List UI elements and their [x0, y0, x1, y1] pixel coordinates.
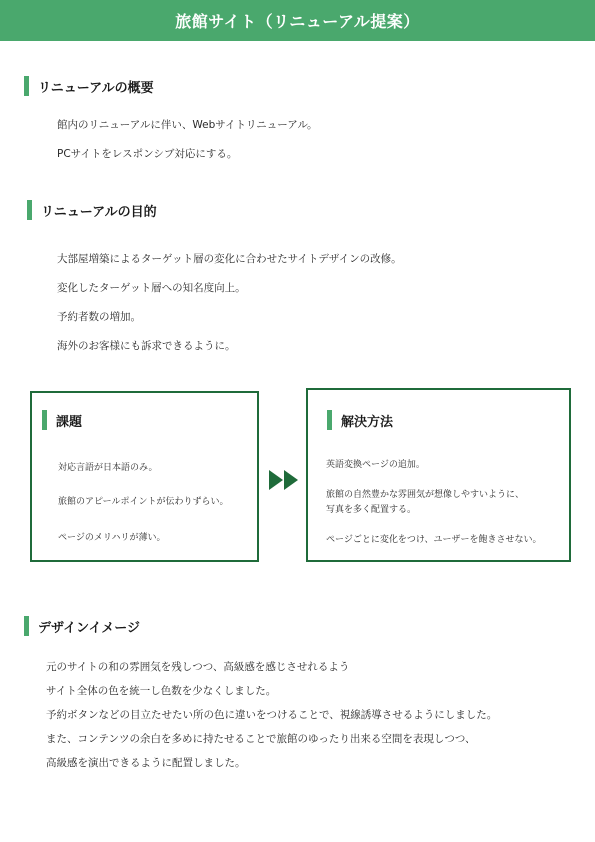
- design-line: サイト全体の色を統一し色数を少なくしました。: [46, 685, 277, 697]
- issues-box-title: [42, 410, 82, 430]
- arrow-icon: [269, 470, 299, 490]
- arrow-head: [269, 470, 283, 490]
- accent-bar: [27, 200, 32, 220]
- section-title-text: リニューアルの概要: [38, 80, 154, 96]
- solution-line: 写真を多く配置する。: [326, 505, 417, 515]
- purpose-line: 海外のお客様にも訴求できるように。: [57, 340, 236, 352]
- solution-line: 旅館の自然豊かな雰囲気が想像しやすいように、: [326, 490, 525, 500]
- box-title-text: 課題: [56, 414, 83, 430]
- accent-bar: [327, 410, 332, 430]
- purpose-line: 変化したターゲット層への知名度向上。: [57, 282, 246, 294]
- solution-line: 英語変換ページの追加。: [326, 460, 425, 470]
- section-title-text: リニューアルの目的: [41, 204, 157, 220]
- solutions-box-title: [327, 410, 393, 430]
- accent-bar: [24, 76, 29, 96]
- issues-box: [30, 391, 259, 562]
- page-header: [0, 0, 595, 41]
- issue-line: 対応言語が日本語のみ。: [58, 463, 158, 473]
- accent-bar: [24, 616, 29, 636]
- box-title-text: 解決方法: [341, 414, 394, 430]
- design-line: 高級感を演出できるように配置しました。: [46, 757, 246, 769]
- section-title-overview: [24, 76, 154, 96]
- accent-bar: [42, 410, 47, 430]
- issue-line: 旅館のアピールポイントが伝わりずらい。: [58, 497, 229, 507]
- section-title-text: デザインイメージ: [38, 620, 141, 636]
- purpose-line: 大部屋増築によるターゲット層の変化に合わせたサイトデザインの改修。: [57, 253, 402, 265]
- issue-line: ページのメリハリが薄い。: [58, 533, 166, 543]
- purpose-line: 予約者数の増加。: [57, 311, 141, 323]
- page-title: 旅館サイト（リニューアル提案）: [175, 12, 420, 31]
- arrow-head: [284, 470, 298, 490]
- solution-line: ページごとに変化をつけ、ユーザーを飽きさせない。: [326, 535, 542, 545]
- design-line: また、コンテンツの余白を多めに持たせることで旅館のゆったり出来る空間を表現しつつ、: [46, 733, 476, 745]
- overview-line: PCサイトをレスポンシブ対応にする。: [57, 148, 238, 160]
- solutions-box: [306, 388, 571, 562]
- section-title-design: [24, 616, 140, 636]
- overview-line: 館内のリニューアルに伴い、Webサイトリニューアル。: [57, 119, 318, 131]
- design-line: 予約ボタンなどの目立たせたい所の色に違いをつけることで、視線誘導させるようにしました。: [46, 709, 498, 721]
- section-title-purpose: [27, 200, 157, 220]
- design-line: 元のサイトの和の雰囲気を残しつつ、高級感を感じさせれるよう: [46, 661, 350, 673]
